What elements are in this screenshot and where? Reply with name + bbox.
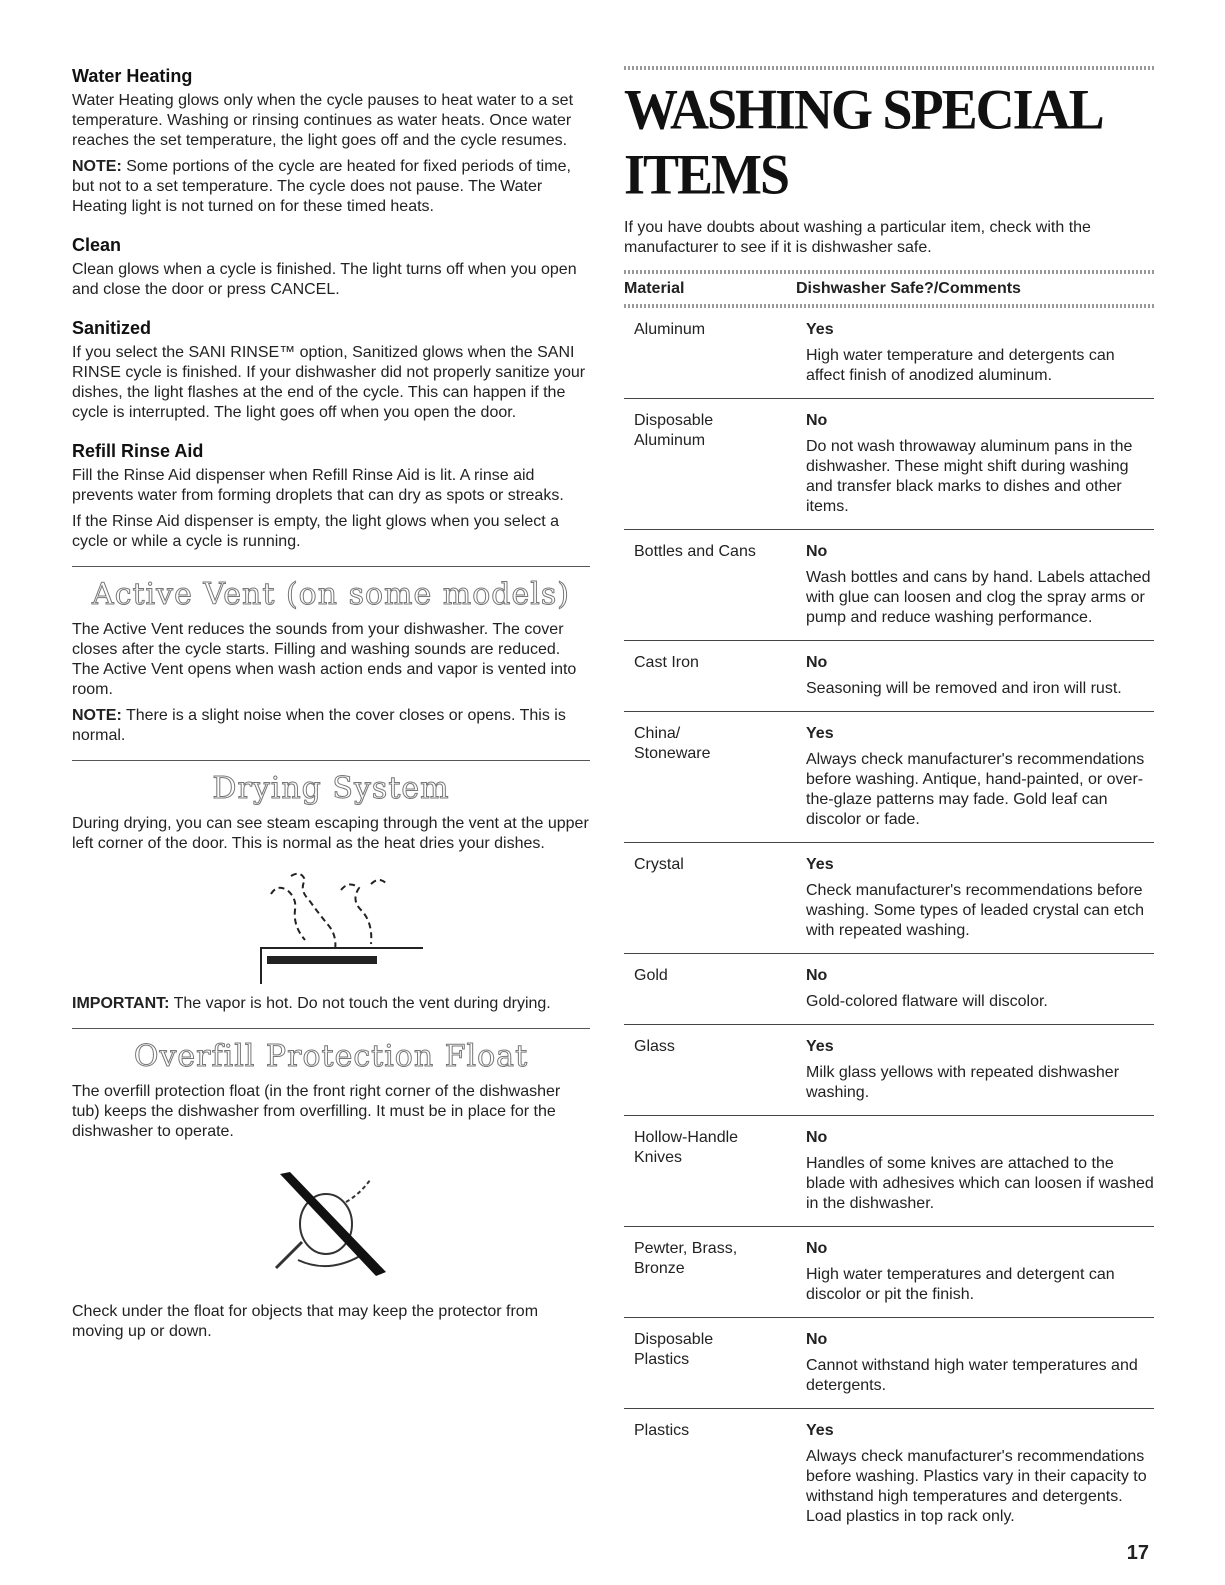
note-text: There is a slight noise when the cover closes or opens. This is normal. — [72, 707, 566, 744]
comment-text: Always check manufacturer's recommendations before washing. Antique, hand-painted, or over-the-glaze patterns may fade. Gold leaf can discolor or fade. — [806, 751, 1145, 828]
comment-cell — [806, 1330, 1154, 1396]
safe-verdict: No — [806, 654, 828, 671]
divider — [72, 760, 590, 761]
material-cell: Glass — [634, 1038, 675, 1055]
refill-section — [72, 441, 590, 552]
overfill-text: The overfill protection float (in the front right corner of the dishwasher tub) keeps the dishwasher from overfilling. It must be in place for the dishwasher to operate. — [72, 1083, 561, 1140]
clean-title: Clean — [72, 235, 122, 255]
note-label: NOTE: — [72, 707, 122, 724]
safe-verdict: No — [806, 543, 828, 560]
material-cell: Disposable Plastics — [634, 1331, 714, 1368]
material-cell: China/ Stoneware — [634, 725, 711, 762]
material-cell: Hollow-Handle Knives — [634, 1129, 739, 1166]
comment-text: High water temperatures and detergent can discolor or pit the finish. — [806, 1266, 1115, 1303]
washing-special-items-title: WASHING SPECIAL ITEMS — [624, 77, 1100, 207]
table-row — [624, 399, 1154, 530]
comment-cell — [806, 1037, 1154, 1103]
water-heating-text: Water Heating glows only when the cycle pauses to heat water to a set temperature. Washing or rinsing continues as water heats. Once water reaches the set temperature, the light goes off and the cycle resumes. — [72, 92, 574, 149]
comment-text: Check manufacturer's recommendations before washing. Some types of leaded crystal can etch with repeated washing. — [806, 882, 1144, 939]
safe-verdict: No — [806, 1240, 828, 1257]
important-text: The vapor is hot. Do not touch the vent during drying. — [169, 995, 551, 1012]
material-cell: Aluminum — [634, 321, 706, 338]
comment-cell — [806, 320, 1154, 386]
comment-cell — [806, 411, 1154, 517]
table-row — [624, 843, 1154, 954]
comment-cell — [806, 855, 1154, 941]
comments-column-header: Dishwasher Safe?/Comments — [796, 280, 1021, 297]
material-cell: Plastics — [634, 1422, 690, 1439]
divider — [72, 566, 590, 567]
drying-title: Drying System — [212, 771, 450, 806]
sanitized-section — [72, 318, 590, 423]
comment-cell — [806, 1421, 1154, 1527]
active-vent-text: The Active Vent reduces the sounds from your dishwasher. The cover closes after the cycle starts. Filling and washing sounds are reduced. The Active Vent opens when wash action ends and vapor is vented into room. — [72, 621, 577, 698]
comment-text: Cannot withstand high water temperatures and detergents. — [806, 1357, 1138, 1394]
comment-cell — [806, 966, 1154, 1012]
comment-cell — [806, 1128, 1154, 1214]
safe-verdict: No — [806, 1129, 828, 1146]
safe-verdict: Yes — [806, 1422, 834, 1439]
comment-text: Gold-colored flatware will discolor. — [806, 993, 1048, 1010]
table-row — [624, 641, 1154, 712]
important-label: IMPORTANT: — [72, 995, 170, 1012]
water-heating-section — [72, 66, 590, 217]
safe-verdict: Yes — [806, 1038, 834, 1055]
note-label: NOTE: — [72, 158, 122, 175]
comment-text: Milk glass yellows with repeated dishwasher washing. — [806, 1064, 1120, 1101]
comment-cell — [806, 724, 1154, 830]
safe-verdict: Yes — [806, 856, 834, 873]
comment-text: High water temperature and detergents can affect finish of anodized aluminum. — [806, 347, 1115, 384]
drying-text: During drying, you can see steam escaping through the vent at the upper left corner of the door. This is normal as the heat dries your dishes. — [72, 815, 589, 852]
table-row — [624, 1025, 1154, 1116]
left-column — [72, 66, 590, 1348]
intro-text: If you have doubts about washing a particular item, check with the manufacturer to see if it is dishwasher safe. — [624, 219, 1091, 256]
safe-verdict: Yes — [806, 725, 834, 742]
safe-verdict: No — [806, 412, 828, 429]
clean-section — [72, 235, 590, 300]
table-body — [624, 308, 1154, 1539]
refill-text-1: Fill the Rinse Aid dispenser when Refill Rinse Aid is lit. A rinse aid prevents water from forming droplets that can dry as spots or streaks. — [72, 467, 564, 504]
table-row — [624, 1116, 1154, 1227]
table-header — [624, 274, 1154, 304]
refill-text-2: If the Rinse Aid dispenser is empty, the light glows when you select a cycle or while a cycle is running. — [72, 513, 560, 550]
overfill-title: Overfill Protection Float — [133, 1039, 529, 1074]
material-cell: Gold — [634, 967, 668, 984]
material-column-header: Material — [624, 280, 685, 297]
overfill-check-text: Check under the float for objects that may keep the protector from moving up or down. — [72, 1303, 539, 1340]
safe-verdict: No — [806, 967, 828, 984]
drying-important — [72, 994, 590, 1014]
comment-cell — [806, 542, 1154, 628]
sanitized-title: Sanitized — [72, 318, 152, 338]
note-text: Some portions of the cycle are heated for fixed periods of time, but not to a set temperature. The cycle does not pause. The Water Heating light is not turned on for these timed heats. — [72, 158, 571, 215]
material-cell: Pewter, Brass, Bronze — [634, 1240, 738, 1277]
overfill-float-illustration — [246, 1172, 416, 1282]
comment-cell — [806, 1239, 1154, 1305]
active-vent-title: Active Vent (on some models) — [92, 577, 570, 612]
table-row — [624, 954, 1154, 1025]
water-heating-note — [72, 157, 590, 217]
active-vent-note — [72, 706, 590, 746]
comment-text: Always check manufacturer's recommendations before washing. Plastics vary in their capacity to withstand high temperatures and detergents. Load plastics in top rack only. — [806, 1448, 1147, 1525]
comment-text: Do not wash throwaway aluminum pans in the dishwasher. These might shift during washing and transfer black marks to dishes and other items. — [806, 438, 1133, 515]
material-cell: Crystal — [634, 856, 684, 873]
material-cell: Disposable Aluminum — [634, 412, 714, 449]
table-row — [624, 1227, 1154, 1318]
comment-cell — [806, 653, 1154, 699]
comment-text: Wash bottles and cans by hand. Labels attached with glue can loosen and clog the spray arms or pump and reduce washing performance. — [806, 569, 1151, 626]
material-cell: Cast Iron — [634, 654, 699, 671]
page-number: 17 — [1126, 1542, 1149, 1564]
table-row — [624, 308, 1154, 399]
sanitized-text: If you select the SANI RINSE™ option, Sanitized glows when the SANI RINSE cycle is finished. If your dishwasher did not properly sanitize your dishes, the light flashes at the end of the cycle. This can happen if the cycle is interrupted. The light goes off when you open the door. — [72, 344, 586, 421]
safe-verdict: Yes — [806, 321, 834, 338]
material-cell: Bottles and Cans — [634, 543, 756, 560]
comment-text: Handles of some knives are attached to the blade with adhesives which can loosen if washed in the dishwasher. — [806, 1155, 1154, 1212]
table-row — [624, 530, 1154, 641]
refill-title: Refill Rinse Aid — [72, 441, 204, 461]
top-dotted-rule — [624, 66, 1154, 70]
safe-verdict: No — [806, 1331, 828, 1348]
table-row — [624, 1409, 1154, 1539]
comment-text: Seasoning will be removed and iron will rust. — [806, 680, 1122, 697]
steam-vent-illustration — [231, 864, 431, 984]
clean-text: Clean glows when a cycle is finished. The light turns off when you open and close the door or press CANCEL. — [72, 261, 577, 298]
table-row — [624, 712, 1154, 843]
table-row — [624, 1318, 1154, 1409]
right-column — [624, 66, 1154, 1539]
divider — [72, 1028, 590, 1029]
water-heating-title: Water Heating — [72, 66, 193, 86]
